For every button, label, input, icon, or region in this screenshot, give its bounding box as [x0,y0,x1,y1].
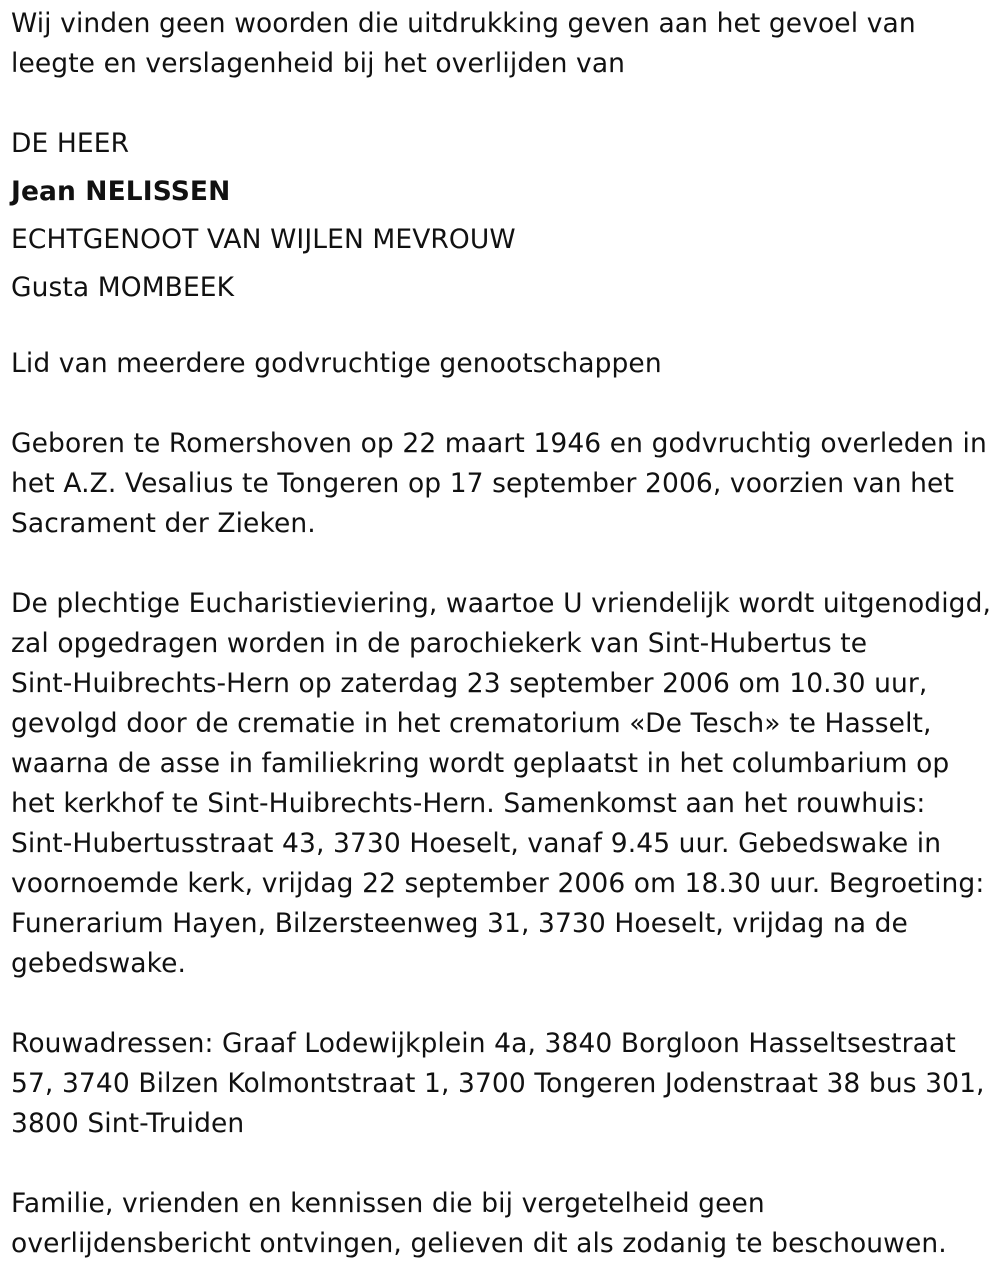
deceased-block [11,120,996,312]
spacer [11,544,996,584]
spacer [11,1144,996,1184]
spacer [11,984,996,1024]
spouse-name: Gusta MOMBEEK [11,272,235,303]
intro-text: Wij vinden geen woorden die uitdrukking geven aan het gevoel van leegte en verslagenheid bij het overlijden van [11,8,916,79]
deceased-name: Jean NELISSEN [11,176,231,207]
birth-death-text: Geboren te Romershoven op 22 maart 1946 en godvruchtig overleden in het A.Z. Vesalius te Tongeren op 17 september 2006, voorzien van het Sacrament der Zieken. [11,428,987,539]
obituary-notice [11,4,996,1264]
ceremony-text: De plechtige Eucharistieviering, waartoe U vriendelijk wordt uitgenodigd, zal opgedragen worden in de parochiekerk van Sint-Hubertus te Sint-Huibrechts-Hern op zaterdag 23 september 2006 om 10.30 uur, gevolgd door de crematie in het crematorium «De Tesch» te Hasselt, waarna de asse in familiekring wordt geplaatst in het columbarium op het kerkhof te Sint-Huibrechts-Hern. Samenkomst aan het rouwhuis: Sint-Hubertusstraat 43, 3730 Hoeselt, vanaf 9.45 uur. Gebedswake in voornoemde kerk, vrijdag 22 september 2006 om 18.30 uur. Begroeting: Funerarium Hayen, Bilzersteenweg 31, 3730 Hoeselt, vrijdag na de gebedswake. [11,588,992,979]
spacer [11,384,996,424]
spacer [11,84,996,124]
title-prefix: DE HEER [11,128,130,159]
spacer [11,312,996,344]
closing-text: Familie, vrienden en kennissen die bij vergetelheid geen overlijdensbericht ontvingen, gelieven dit als zodanig te beschouwen. [11,1188,947,1259]
membership-text: Lid van meerdere godvruchtige genootschappen [11,348,662,379]
addresses-text: Rouwadressen: Graaf Lodewijkplein 4a, 3840 Borgloon Hasseltsestraat 57, 3740 Bilzen Kolmontstraat 1, 3700 Tongeren Jodenstraat 38 bus 301, 3800 Sint-Truiden [11,1028,985,1139]
spouse-label: ECHTGENOOT VAN WIJLEN MEVROUW [11,224,516,255]
